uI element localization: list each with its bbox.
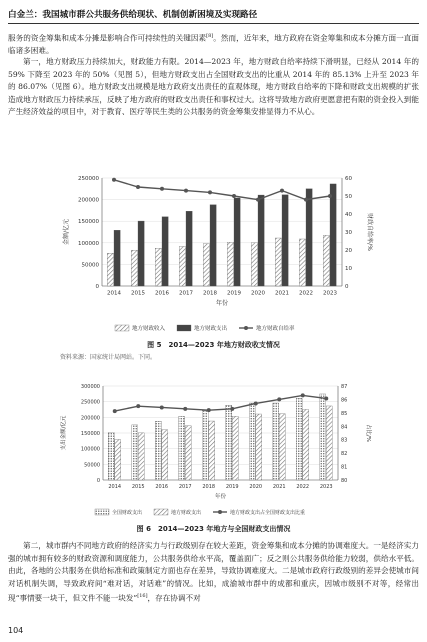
y2-tick-label: 60 [345,176,352,182]
bar-2 [115,440,121,480]
paragraph-1-rest: 。然而，近年来，地方政府在资金筹集和成本分摊方面一直面临诸多困难。 [8,33,419,56]
line-point [280,189,284,193]
line-point [208,190,212,194]
bar-1 [179,246,185,286]
figure-5-source: 资料来源：国家统计局网站。下同。 [60,354,157,361]
bar-1 [299,239,305,286]
bar-2 [326,406,332,480]
y-axis-label: 金额/亿元 [63,218,70,246]
line-point [256,198,260,202]
x-tick-label: 2016 [155,484,169,490]
line-point [232,194,236,198]
y-tick-label: 250000 [80,399,100,406]
figure-6-chart [55,380,380,520]
citation-16: [16] [137,593,148,600]
y-tick-label: 300000 [80,384,100,390]
legend-label: 地方财政支出 [194,326,228,332]
x-tick-label: 2020 [249,484,263,490]
x-tick-label: 2015 [131,290,145,297]
bar-2 [186,211,192,286]
header-rule [8,23,419,24]
x-tick-label: 2017 [179,290,193,297]
y2-tick-label: 84 [341,424,348,431]
y-tick-label: 0 [95,284,99,290]
line-point [160,187,164,191]
legend-label: 地方财政支出 [171,510,202,516]
line-point [277,397,281,401]
bar-1 [227,242,233,286]
x-tick-label: 2017 [178,484,192,490]
bar-2 [209,421,215,480]
y-tick-label: 50000 [81,262,99,269]
y2-tick-label: 85 [341,410,348,417]
bar-1 [249,403,255,480]
line-point [136,404,140,408]
line-point [328,194,332,198]
line-point [254,401,258,405]
paragraph-3 [8,540,419,606]
paragraph-3-text: 第二，城市群内不同地方政府的经济实力与行政级别存在较大差距，资金筹集和成本分摊的协调难度大。一是经济实力强的城市拥有较多的财政资源和调度能力，公共服务供给水平高，覆盖面广；反之则公共服务供给能力较弱，供给水平低。由此，各地的公共服务在供给标准和政策制定方面也存在差异，导致协调难度大。二是城市政府行政级别的差异会使城市间对话机制失调，导致政府间“难对话，对话难”的情况。比如，成渝城市群中的成都和重庆，因城市级别不对等，经常出现“事情要一块干，但文件不能一块发” [8,541,419,603]
bar-2 [232,416,238,480]
bar-1 [273,403,279,480]
figure-5-caption: 图 5 2014—2023 年地方财政收支情况 [147,341,280,349]
x-tick-label: 2019 [225,484,239,490]
line-point [207,408,211,412]
bar-1 [323,235,329,286]
bar-2 [279,414,285,480]
y2-tick-label: 80 [341,478,348,484]
x-tick-label: 2021 [272,484,286,490]
y2-tick-label: 40 [345,212,352,218]
y-axis-label: 支出金额/亿元 [61,415,67,451]
bar-1 [132,425,138,480]
legend-swatch [95,509,109,515]
y2-tick-label: 82 [341,451,348,458]
x-tick-label: 2018 [203,290,217,297]
line-point [230,407,234,411]
bar-2 [162,430,168,480]
legend-label: 全国财政支出 [112,510,143,516]
line-point [136,185,140,189]
legend-swatch [115,325,129,331]
bar-2 [303,409,309,480]
y2-tick-label: 10 [345,266,352,272]
bar-2 [138,433,144,480]
line-series [114,180,330,200]
line-point [113,409,117,413]
line-point [112,178,116,182]
line-series [115,395,327,411]
y2-tick-label: 81 [341,464,348,471]
line-point [160,405,164,409]
y2-axis-label: 财政自给率/% [366,213,373,251]
figure-6-caption: 图 6 2014—2023 年地方与全国财政支出情况 [136,525,291,533]
x-tick-label: 2021 [275,290,289,297]
bar-1 [202,411,208,480]
x-tick-label: 2014 [107,290,121,297]
x-tick-label: 2020 [251,290,265,297]
y-tick-label: 200000 [80,415,100,422]
bar-2 [162,217,168,286]
y-tick-label: 0 [96,478,100,484]
legend-swatch [154,509,168,515]
figure-5-chart [60,170,380,338]
citation-8: [8] [206,33,214,39]
bar-2 [114,230,120,286]
y2-tick-label: 30 [345,230,352,236]
x-tick-label: 2014 [108,484,122,490]
x-tick-label: 2022 [296,484,310,490]
bar-2 [138,221,144,286]
y-tick-label: 50000 [84,462,100,469]
x-tick-label: 2023 [319,484,333,490]
bar-1 [155,248,161,286]
bar-1 [251,243,257,286]
legend-point [244,326,248,330]
bar-1 [179,416,185,480]
y-tick-label: 100000 [78,240,99,247]
y-tick-label: 150000 [78,219,99,226]
bar-2 [258,195,264,286]
y2-axis-label: 占比/% [365,423,371,443]
bar-2 [234,198,240,286]
bar-1 [296,398,302,480]
bar-2 [282,195,288,286]
y2-tick-label: 20 [345,248,352,254]
y2-tick-label: 0 [345,284,349,290]
bar-2 [210,205,216,286]
bar-1 [275,238,281,286]
running-header: 白金兰：我国城市群公共服务供给现状、机制创新困境及实现路径 [8,10,258,20]
y-tick-label: 150000 [80,431,100,437]
legend-swatch [177,325,191,331]
x-tick-label: 2018 [202,484,216,490]
y-tick-label: 250000 [78,176,99,182]
bar-2 [330,184,336,286]
legend-label: 地方财政自给率 [256,326,295,332]
bar-1 [203,244,209,286]
y-tick-label: 200000 [78,197,99,204]
bar-2 [256,414,262,480]
y2-tick-label: 87 [341,384,348,390]
line-point [324,396,328,400]
y-tick-label: 100000 [80,446,100,453]
bar-1 [131,250,137,286]
line-point [184,189,188,193]
page-number: 104 [8,626,24,635]
bar-1 [107,253,113,286]
x-tick-label: 2015 [131,484,145,490]
paragraph-1 [8,30,419,58]
legend-label: 地方财政收入 [132,326,166,332]
paragraph-1-text: 服务的资金筹集和成本分摊是影响合作可持续性的关键因素 [8,33,207,43]
y2-tick-label: 50 [345,194,352,200]
x-axis-label: 年份 [214,494,227,500]
line-point [183,407,187,411]
bar-1 [155,421,161,480]
legend-point [218,510,222,514]
x-tick-label: 2023 [323,290,337,297]
bar-2 [185,426,191,480]
line-point [301,393,305,397]
x-tick-label: 2019 [227,290,241,297]
paragraph-2: 第一，地方财政压力持续加大，财政能力有限。2014—2023 年，地方财政自给率持续下滑明显，已经从 2014 年的 59% 下降至 2023 年的 50%（见图 5），但地方财政支出占全国财政支出的比重从 2014 年的 85.13% 上升至 2023 年的 86.07%（见图 6）。地方财政支出规模是地方政府支出责任的直观体现，地方财政自给率的下降和财政支出规模的扩张造成地方财政压力持续承压，反映了地方政府的财政支出责任和事权过大。这将导致地方政府更愿意把有限的资金投入到能产生经济效益的项目中，对于教育、医疗等民生类的公共服务的资金筹集安排显得力不从心。 [8,57,419,117]
bar-1 [320,394,326,480]
bar-1 [108,432,114,480]
legend-label: 地方财政支出占全国财政支出比重 [230,510,306,516]
x-axis-label: 年份 [215,300,229,307]
bar-1 [226,405,232,480]
x-tick-label: 2022 [299,290,313,297]
y2-tick-label: 86 [341,397,348,404]
bar-2 [306,189,312,286]
paragraph-3-rest: ，存在协调不对 [147,593,201,603]
y2-tick-label: 83 [341,437,348,444]
x-tick-label: 2016 [155,290,169,297]
line-point [304,198,308,202]
